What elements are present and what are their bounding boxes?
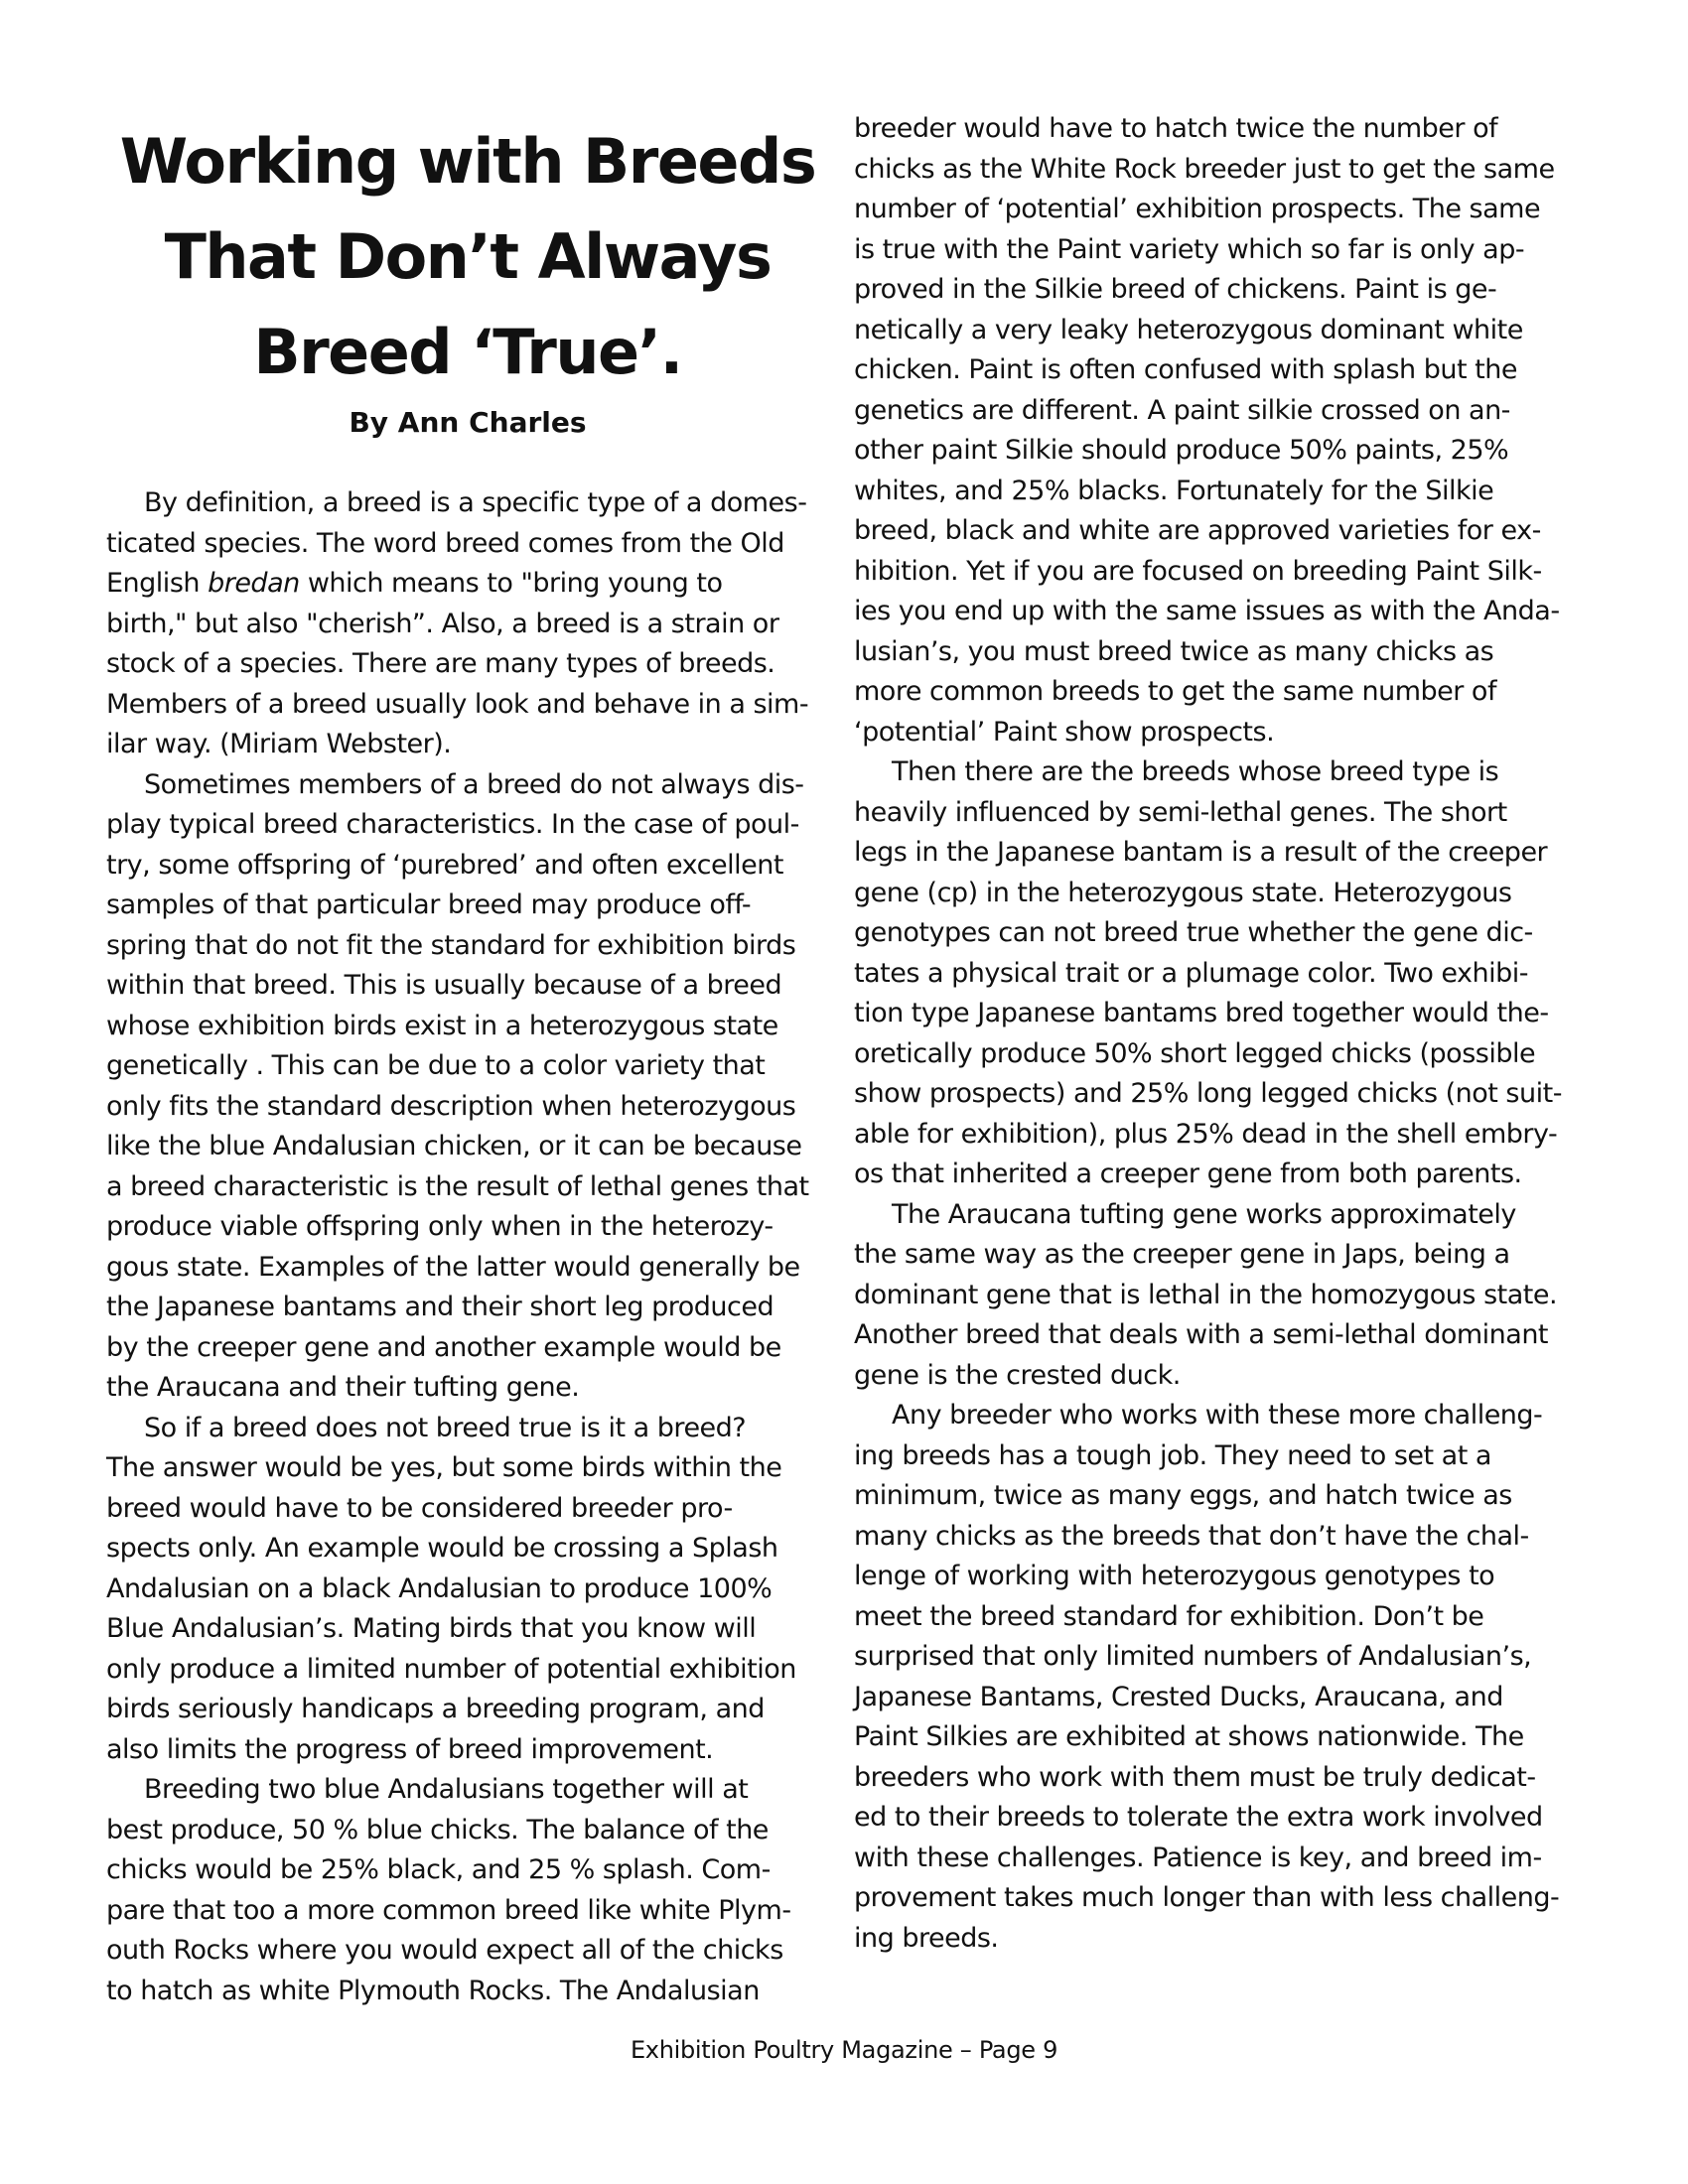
text-line: Members of a breed usually look and behave in a sim- <box>106 688 809 720</box>
text-line: os that inherited a creeper gene from both parents. <box>854 1159 1522 1189</box>
text-line: The answer would be yes, but some birds within the <box>106 1452 782 1483</box>
text-line: Any breeder who works with these more challeng- <box>892 1400 1543 1431</box>
text-line: breed, black and white are approved varieties for ex- <box>854 515 1541 546</box>
text-line: gene (cp) in the heterozygous state. Heterozygous <box>854 877 1512 908</box>
right-column-body <box>854 109 1589 1959</box>
text-line: pare that too a more common breed like white Plym- <box>106 1894 791 1926</box>
text-line: whose exhibition birds exist in a heterozygous state <box>106 1010 778 1041</box>
byline: By Ann Charles <box>349 406 587 439</box>
paragraph <box>854 1195 1589 1397</box>
paragraph <box>854 109 1589 752</box>
text-line: So if a breed does not breed true is it a breed? <box>144 1412 747 1443</box>
text-line: By definition, a breed is a specific type of a domes- <box>144 487 807 518</box>
text-line: ing breeds. <box>854 1922 999 1954</box>
text-line: ies you end up with the same issues as with the Anda- <box>854 596 1560 626</box>
text-line: stock of a species. There are many types of breeds. <box>106 648 775 679</box>
text-line: birds seriously handicaps a breeding program, and <box>106 1694 765 1724</box>
text-line: chicks as the White Rock breeder just to get the same <box>854 153 1555 185</box>
text-line: whites, and 25% blacks. Fortunately for the Silkie <box>854 475 1494 506</box>
text-line: oretically produce 50% short legged chicks (possible <box>854 1037 1536 1069</box>
text-line: Andalusian on a black Andalusian to produce 100% <box>106 1572 773 1604</box>
text-line: The Araucana tufting gene works approximately <box>892 1198 1516 1230</box>
article-title <box>106 114 829 400</box>
text-line: a breed characteristic is the result of lethal genes that <box>106 1170 809 1202</box>
text-line: to hatch as white Plymouth Rocks. The Andalusian <box>106 1975 760 2006</box>
text-line: show prospects) and 25% long legged chicks (not suit- <box>854 1078 1562 1109</box>
left-column <box>106 114 829 2011</box>
text-line: ing breeds has a tough job. They need to set at a <box>854 1439 1491 1471</box>
paragraph <box>106 765 829 1409</box>
text-line: minimum, twice as many eggs, and hatch twice as <box>854 1480 1512 1511</box>
text-line: tates a physical trait or a plumage color. Two exhibi- <box>854 957 1529 989</box>
text-line: spects only. An example would be crossing a Splash <box>106 1533 778 1564</box>
text-line: play typical breed characteristics. In the case of poul- <box>106 809 799 840</box>
text-line: gous state. Examples of the latter would generally be <box>106 1251 800 1283</box>
text-line: Blue Andalusian’s. Mating birds that you know will <box>106 1613 757 1644</box>
paragraph <box>106 483 829 765</box>
text-line: chicken. Paint is often confused with splash but the <box>854 354 1517 385</box>
paragraph <box>854 1396 1589 1959</box>
text-line: chicks would be 25% black, and 25 % splash. Com- <box>106 1854 771 1885</box>
text-line: outh Rocks where you would expect all of the chicks <box>106 1935 783 1966</box>
page-footer: Exhibition Poultry Magazine – Page 9 <box>630 2036 1058 2064</box>
title-line: Breed ‘True’. <box>253 316 682 388</box>
text-line: netically a very leaky heterozygous dominant white <box>854 314 1523 345</box>
text-line: many chicks as the breeds that don’t have the chal- <box>854 1520 1529 1552</box>
left-column-body <box>106 483 829 2011</box>
text-line: Sometimes members of a breed do not always dis- <box>144 768 804 800</box>
text-line: dominant gene that is lethal in the homozygous state. <box>854 1279 1558 1310</box>
paragraph <box>854 752 1589 1195</box>
text-line: Breeding two blue Andalusians together will at <box>144 1774 749 1805</box>
right-column <box>854 109 1589 1959</box>
text-line: try, some offspring of ‘purebred’ and often excellent <box>106 849 783 881</box>
text-line: Paint Silkies are exhibited at shows nationwide. The <box>854 1721 1524 1752</box>
text-line: provement takes much longer than with less challeng- <box>854 1882 1560 1913</box>
text-line: is true with the Paint variety which so far is only ap- <box>854 233 1525 265</box>
text-line: more common breeds to get the same number of <box>854 676 1496 707</box>
paragraph <box>106 1409 829 1771</box>
text-line: ilar way. (Miriam Webster). <box>106 729 452 759</box>
text-line: genetics are different. A paint silkie crossed on an- <box>854 394 1510 426</box>
text-line: only fits the standard description when heterozygous <box>106 1090 796 1122</box>
text-line: spring that do not fit the standard for exhibition birds <box>106 929 796 961</box>
text-line: lusian’s, you must breed twice as many chicks as <box>854 635 1494 667</box>
title-line: Working with Breeds <box>119 125 816 198</box>
text-line: surprised that only limited numbers of Andalusian’s, <box>854 1641 1532 1672</box>
text-line: only produce a limited number of potential exhibition <box>106 1653 796 1685</box>
text-line: samples of that particular breed may produce off- <box>106 889 752 920</box>
paragraph <box>106 1770 829 2011</box>
text-line: breed would have to be considered breeder pro- <box>106 1492 733 1524</box>
text-line: the Japanese bantams and their short leg produced <box>106 1292 774 1322</box>
text-line: breeder would have to hatch twice the number of <box>854 113 1498 144</box>
text-line: ed to their breeds to tolerate the extra work involved <box>854 1802 1543 1833</box>
title-line: That Don’t Always <box>164 220 772 293</box>
text-line: best produce, 50 % blue chicks. The balance of the <box>106 1814 769 1845</box>
text-line: the same way as the creeper gene in Japs, being a <box>854 1239 1510 1270</box>
text-line: number of ‘potential’ exhibition prospects. The same <box>854 194 1541 224</box>
text-line: ticated species. The word breed comes from the Old <box>106 527 784 559</box>
text-line: heavily influenced by semi-lethal genes. The short <box>854 796 1507 828</box>
text-line: by the creeper gene and another example would be <box>106 1331 781 1363</box>
text-line: Japanese Bantams, Crested Ducks, Araucana, and <box>854 1681 1503 1712</box>
text-line: genotypes can not breed true whether the gene dic- <box>854 917 1533 948</box>
text-line: within that breed. This is usually because of a breed <box>106 970 782 1001</box>
text-line: meet the breed standard for exhibition. Don’t be <box>854 1600 1484 1632</box>
text-line: proved in the Silkie breed of chickens. Paint is ge- <box>854 274 1497 305</box>
text-line: with these challenges. Patience is key, and breed im- <box>854 1842 1542 1873</box>
text-line: lenge of working with heterozygous genotypes to <box>854 1561 1495 1591</box>
text-line: Another breed that deals with a semi-lethal dominant <box>854 1319 1549 1350</box>
text-line: like the blue Andalusian chicken, or it can be because <box>106 1131 802 1161</box>
text-line: tion type Japanese bantams bred together would the- <box>854 998 1549 1028</box>
italic-term: bredan <box>208 568 300 599</box>
text-line: legs in the Japanese bantam is a result of the creeper <box>854 837 1548 868</box>
text-line: hibition. Yet if you are focused on breeding Paint Silk- <box>854 555 1542 587</box>
text-line: birth," but also "cherish”. Also, a breed is a strain or <box>106 608 779 639</box>
text-line: produce viable offspring only when in the heterozy- <box>106 1211 774 1242</box>
text-line: gene is the crested duck. <box>854 1359 1181 1391</box>
text-line: other paint Silkie should produce 50% paints, 25% <box>854 435 1509 466</box>
text-line: the Araucana and their tufting gene. <box>106 1372 580 1403</box>
text-line: English bredan which means to "bring young to <box>106 568 723 599</box>
text-line: ‘potential’ Paint show prospects. <box>854 716 1275 748</box>
text-line: Then there are the breeds whose breed type is <box>892 756 1499 787</box>
text-line: able for exhibition), plus 25% dead in the shell embry- <box>854 1118 1558 1150</box>
text-line: breeders who work with them must be truly dedicat- <box>854 1761 1536 1793</box>
text-line: also limits the progress of breed improvement. <box>106 1733 714 1765</box>
text-line: genetically . This can be due to a color variety that <box>106 1050 766 1081</box>
